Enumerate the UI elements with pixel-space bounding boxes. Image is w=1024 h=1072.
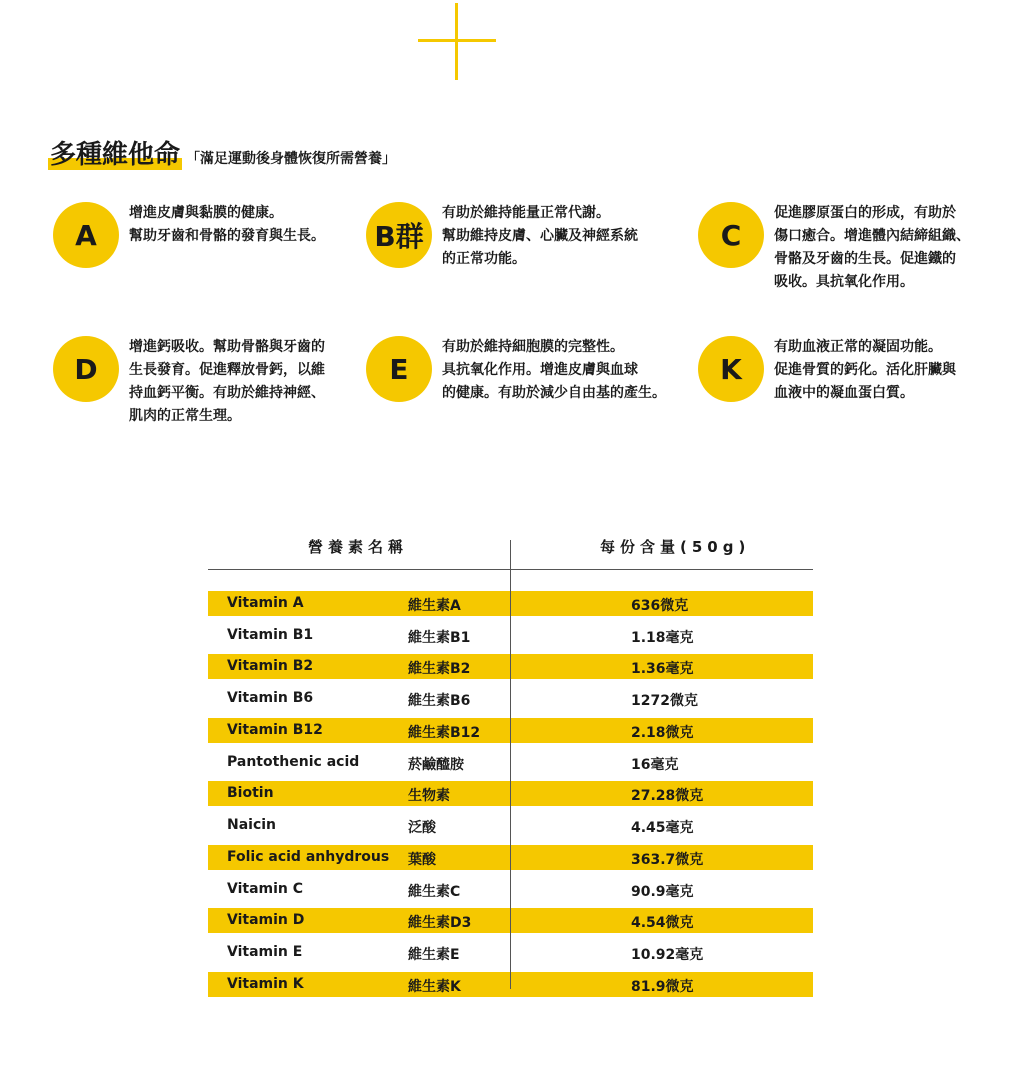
description-line: 增進皮膚與黏膜的健康。 <box>129 205 283 221</box>
vitamin-d-block <box>53 336 325 428</box>
nutrient-amount: 10.92毫克 <box>631 947 704 963</box>
description-line: 的正常功能。 <box>442 251 526 267</box>
description-line: 幫助牙齒和骨骼的發育與生長。 <box>129 228 325 244</box>
nutrient-english: Naicin <box>227 817 277 833</box>
description-line: 生長發育。促進釋放骨鈣，以維 <box>129 362 325 378</box>
nutrient-amount: 90.9毫克 <box>631 884 694 900</box>
vitamin-b-block <box>366 202 638 271</box>
vitamin-b-description <box>442 202 638 271</box>
nutrient-english: Vitamin A <box>227 595 304 611</box>
nutrient-english: Vitamin B12 <box>227 722 323 738</box>
nutrient-english: Vitamin K <box>227 976 304 992</box>
description-line: 促進膠原蛋白的形成，有助於 <box>774 205 956 221</box>
nutrient-amount: 81.9微克 <box>631 979 694 995</box>
description-line: 血液中的凝血蛋白質。 <box>774 385 914 401</box>
description-line: 持血鈣平衡。有助於維持神經、 <box>129 385 325 401</box>
vitamin-c-badge: C <box>698 202 764 268</box>
description-line: 有助血液正常的凝固功能。 <box>774 339 942 355</box>
description-line: 骨骼及牙齒的生長。促進鐵的 <box>774 251 956 267</box>
description-line: 有助於維持能量正常代謝。 <box>442 205 610 221</box>
vitamin-a-block <box>53 202 325 268</box>
description-line: 肌肉的正常生理。 <box>129 408 241 424</box>
nutrition-table <box>208 530 813 1000</box>
vitamin-e-description <box>442 336 666 405</box>
nutrient-english: Vitamin E <box>227 944 303 960</box>
nutrient-amount: 1.36毫克 <box>631 661 694 677</box>
vitamin-a-badge: A <box>53 202 119 268</box>
nutrient-english: Vitamin B2 <box>227 658 314 674</box>
nutrient-english: Vitamin B6 <box>227 690 314 706</box>
nutrient-chinese: 維生素B2 <box>408 661 471 677</box>
nutrient-chinese: 維生素C <box>408 884 461 900</box>
description-line: 增進鈣吸收。幫助骨骼與牙齒的 <box>129 339 325 355</box>
nutrient-chinese: 生物素 <box>408 788 450 804</box>
vitamin-c-block <box>698 202 970 294</box>
vitamin-e-block <box>366 336 666 405</box>
vitamin-b-badge: B群 <box>366 202 432 268</box>
nutrient-chinese: 維生素B1 <box>408 630 471 646</box>
nutrient-amount: 1272微克 <box>631 693 698 709</box>
description-line: 的健康。有助於減少自由基的產生。 <box>442 385 666 401</box>
nutrient-chinese: 維生素E <box>408 947 460 963</box>
nutrient-chinese: 維生素B6 <box>408 693 471 709</box>
table-column-divider <box>510 540 511 989</box>
description-line: 傷口癒合。增進體內結締組織、 <box>774 228 970 244</box>
vitamin-k-badge: K <box>698 336 764 402</box>
section-heading <box>48 140 396 170</box>
vitamin-k-description <box>774 336 956 405</box>
section-subtitle: 「滿足運動後身體恢復所需營養」 <box>186 151 397 167</box>
nutrient-amount: 4.54微克 <box>631 915 694 931</box>
nutrient-chinese: 菸鹼醯胺 <box>408 757 464 773</box>
nutrient-chinese: 泛酸 <box>408 820 436 836</box>
description-line: 幫助維持皮膚、心臟及神經系統 <box>442 228 638 244</box>
nutrient-chinese: 維生素D3 <box>408 915 472 931</box>
vitamin-e-badge: E <box>366 336 432 402</box>
nutrient-amount: 1.18毫克 <box>631 630 694 646</box>
nutrient-chinese: 葉酸 <box>408 852 436 868</box>
nutrient-english: Biotin <box>227 785 274 801</box>
vitamin-a-description <box>129 202 325 248</box>
nutrient-english: Vitamin D <box>227 912 305 928</box>
nutrient-amount: 2.18微克 <box>631 725 694 741</box>
vitamin-k-block <box>698 336 956 405</box>
nutrient-amount: 636微克 <box>631 598 689 614</box>
description-line: 吸收。具抗氧化作用。 <box>774 274 914 290</box>
table-header-name: 營養素名稱 <box>308 538 409 556</box>
description-line: 有助於維持細胞膜的完整性。 <box>442 339 624 355</box>
nutrient-chinese: 維生素A <box>408 598 461 614</box>
plus-decoration-horizontal <box>418 39 496 42</box>
nutrient-english: Vitamin C <box>227 881 304 897</box>
description-line: 促進骨質的鈣化。活化肝臟與 <box>774 362 956 378</box>
nutrient-amount: 363.7微克 <box>631 852 704 868</box>
vitamin-c-description <box>774 202 970 294</box>
nutrient-chinese: 維生素B12 <box>408 725 481 741</box>
description-line: 具抗氧化作用。增進皮膚與血球 <box>442 362 638 378</box>
vitamin-d-badge: D <box>53 336 119 402</box>
section-title: 多種維他命 <box>50 140 181 170</box>
nutrient-english: Vitamin B1 <box>227 627 314 643</box>
table-header-amount: 每份含量(50g) <box>600 538 751 556</box>
nutrient-english: Folic acid anhydrous <box>227 849 390 865</box>
nutrient-english: Pantothenic acid <box>227 754 360 770</box>
nutrient-amount: 4.45毫克 <box>631 820 694 836</box>
nutrient-amount: 27.28微克 <box>631 788 704 804</box>
vitamin-d-description <box>129 336 325 428</box>
nutrient-chinese: 維生素K <box>408 979 461 995</box>
nutrient-amount: 16毫克 <box>631 757 679 773</box>
